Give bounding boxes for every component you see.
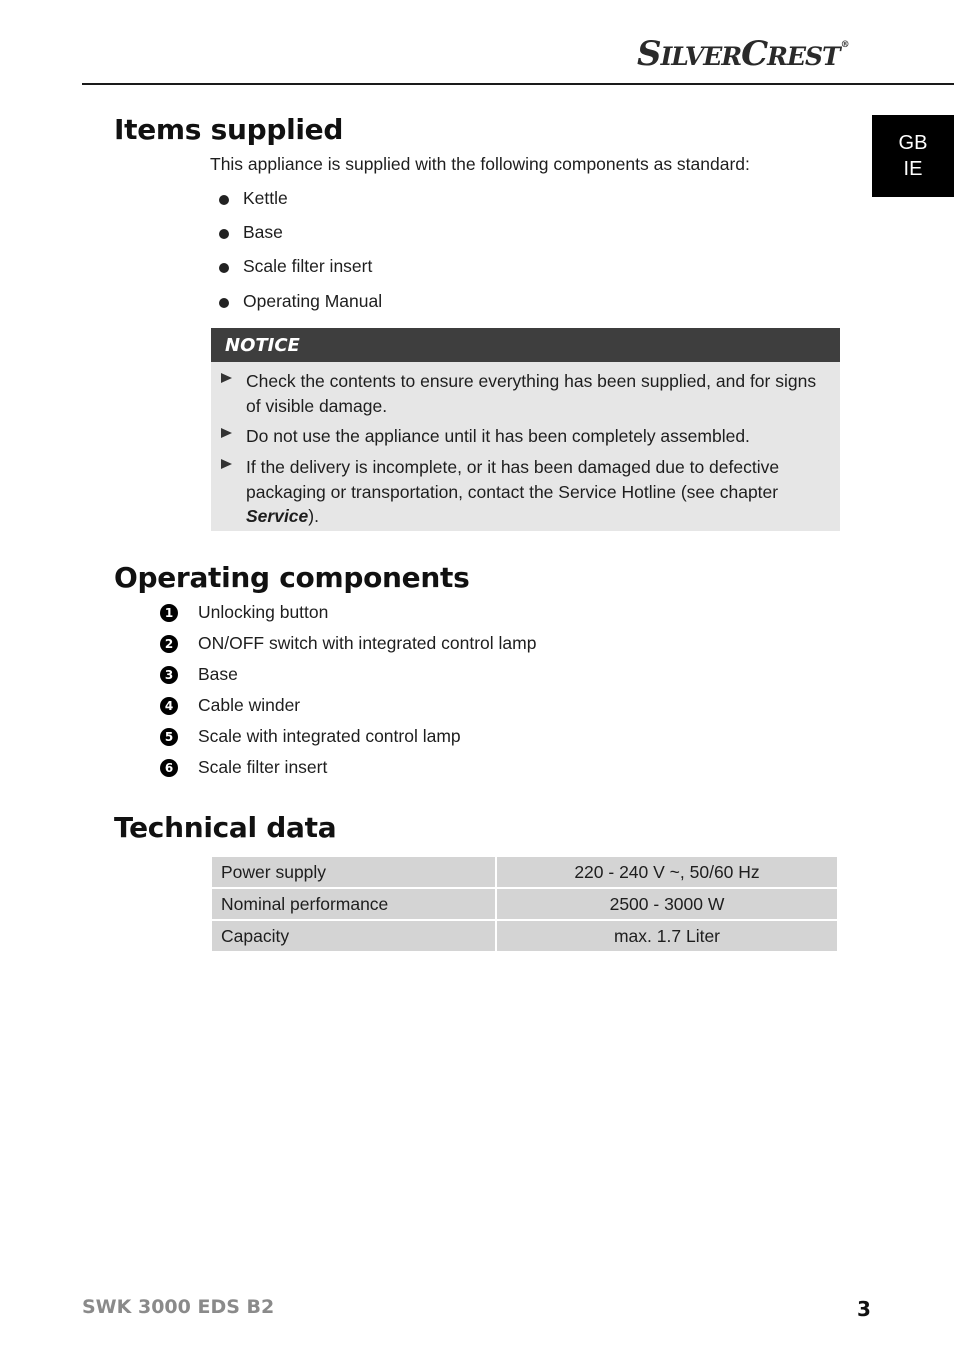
notice-text: packaging or transportation, contact the Service Hotline (see chapter	[246, 481, 779, 502]
section-title-technical-data: Technical data	[114, 811, 337, 844]
brand-letter: C	[741, 34, 768, 74]
number-badge-icon: 1	[160, 604, 178, 622]
number-badge-icon: 3	[160, 666, 178, 684]
table-cell-value: max. 1.7 Liter	[497, 921, 837, 951]
table-cell-value: 220 - 240 V ~, 50/60 Hz	[497, 857, 837, 887]
table-cell-label: Capacity	[212, 921, 495, 951]
component-label: Scale with integrated control lamp	[198, 726, 461, 746]
brand-logo	[637, 34, 849, 74]
technical-data-table	[210, 855, 839, 953]
items-intro: This appliance is supplied with the following components as standard:	[210, 154, 750, 174]
table-row	[212, 921, 837, 951]
notice-box	[211, 328, 840, 531]
brand-letters: ILVER	[660, 42, 742, 71]
bullet-icon	[219, 263, 229, 273]
list-item-label: Kettle	[243, 188, 288, 208]
arrow-icon	[221, 459, 232, 469]
chapter-reference: Service	[246, 506, 309, 526]
number-badge-icon: 4	[160, 697, 178, 715]
component-label: Unlocking button	[198, 602, 329, 622]
component-label: Cable winder	[198, 695, 301, 715]
table-row	[212, 857, 837, 887]
component-label: Scale filter insert	[198, 757, 328, 777]
footer-model: SWK 3000 EDS B2	[82, 1296, 275, 1318]
notice-title: NOTICE	[211, 328, 840, 362]
arrow-icon	[221, 428, 232, 438]
list-item-label: Scale filter insert	[243, 256, 373, 276]
language-code: GB	[898, 132, 928, 154]
registered-mark: ®	[840, 40, 849, 50]
arrow-icon	[221, 373, 232, 383]
language-tab	[872, 115, 954, 197]
list-item-label: Operating Manual	[243, 291, 383, 311]
notice-text-end: ).	[308, 506, 319, 526]
page-number: 3	[857, 1297, 871, 1321]
notice-text	[246, 504, 779, 529]
component-label: Base	[198, 664, 238, 684]
section-title-items-supplied: Items supplied	[114, 113, 344, 146]
table-cell-label: Nominal performance	[212, 889, 495, 919]
table-cell-label: Power supply	[212, 857, 495, 887]
number-badge-icon: 2	[160, 635, 178, 653]
notice-text: of visible damage.	[246, 395, 388, 416]
bullet-icon	[219, 195, 229, 205]
notice-text: If the delivery is incomplete, or it has been damaged due to defective	[246, 457, 780, 477]
notice-text: Do not use the appliance until it has been completely assembled.	[246, 426, 750, 446]
table-row	[212, 889, 837, 919]
number-badge-icon: 6	[160, 759, 178, 777]
component-label: ON/OFF switch with integrated control lamp	[198, 633, 537, 653]
header-rule	[82, 83, 954, 85]
table-cell-value: 2500 - 3000 W	[497, 889, 837, 919]
section-title-operating-components: Operating components	[114, 561, 470, 594]
number-badge-icon: 5	[160, 728, 178, 746]
brand-letters: REST	[767, 42, 840, 71]
brand-letter: S	[637, 34, 661, 74]
bullet-icon	[219, 298, 229, 308]
list-item-label: Base	[243, 222, 283, 242]
language-code: IE	[903, 158, 923, 180]
notice-text: Check the contents to ensure everything has been supplied, and for signs	[246, 371, 817, 391]
bullet-icon	[219, 229, 229, 239]
